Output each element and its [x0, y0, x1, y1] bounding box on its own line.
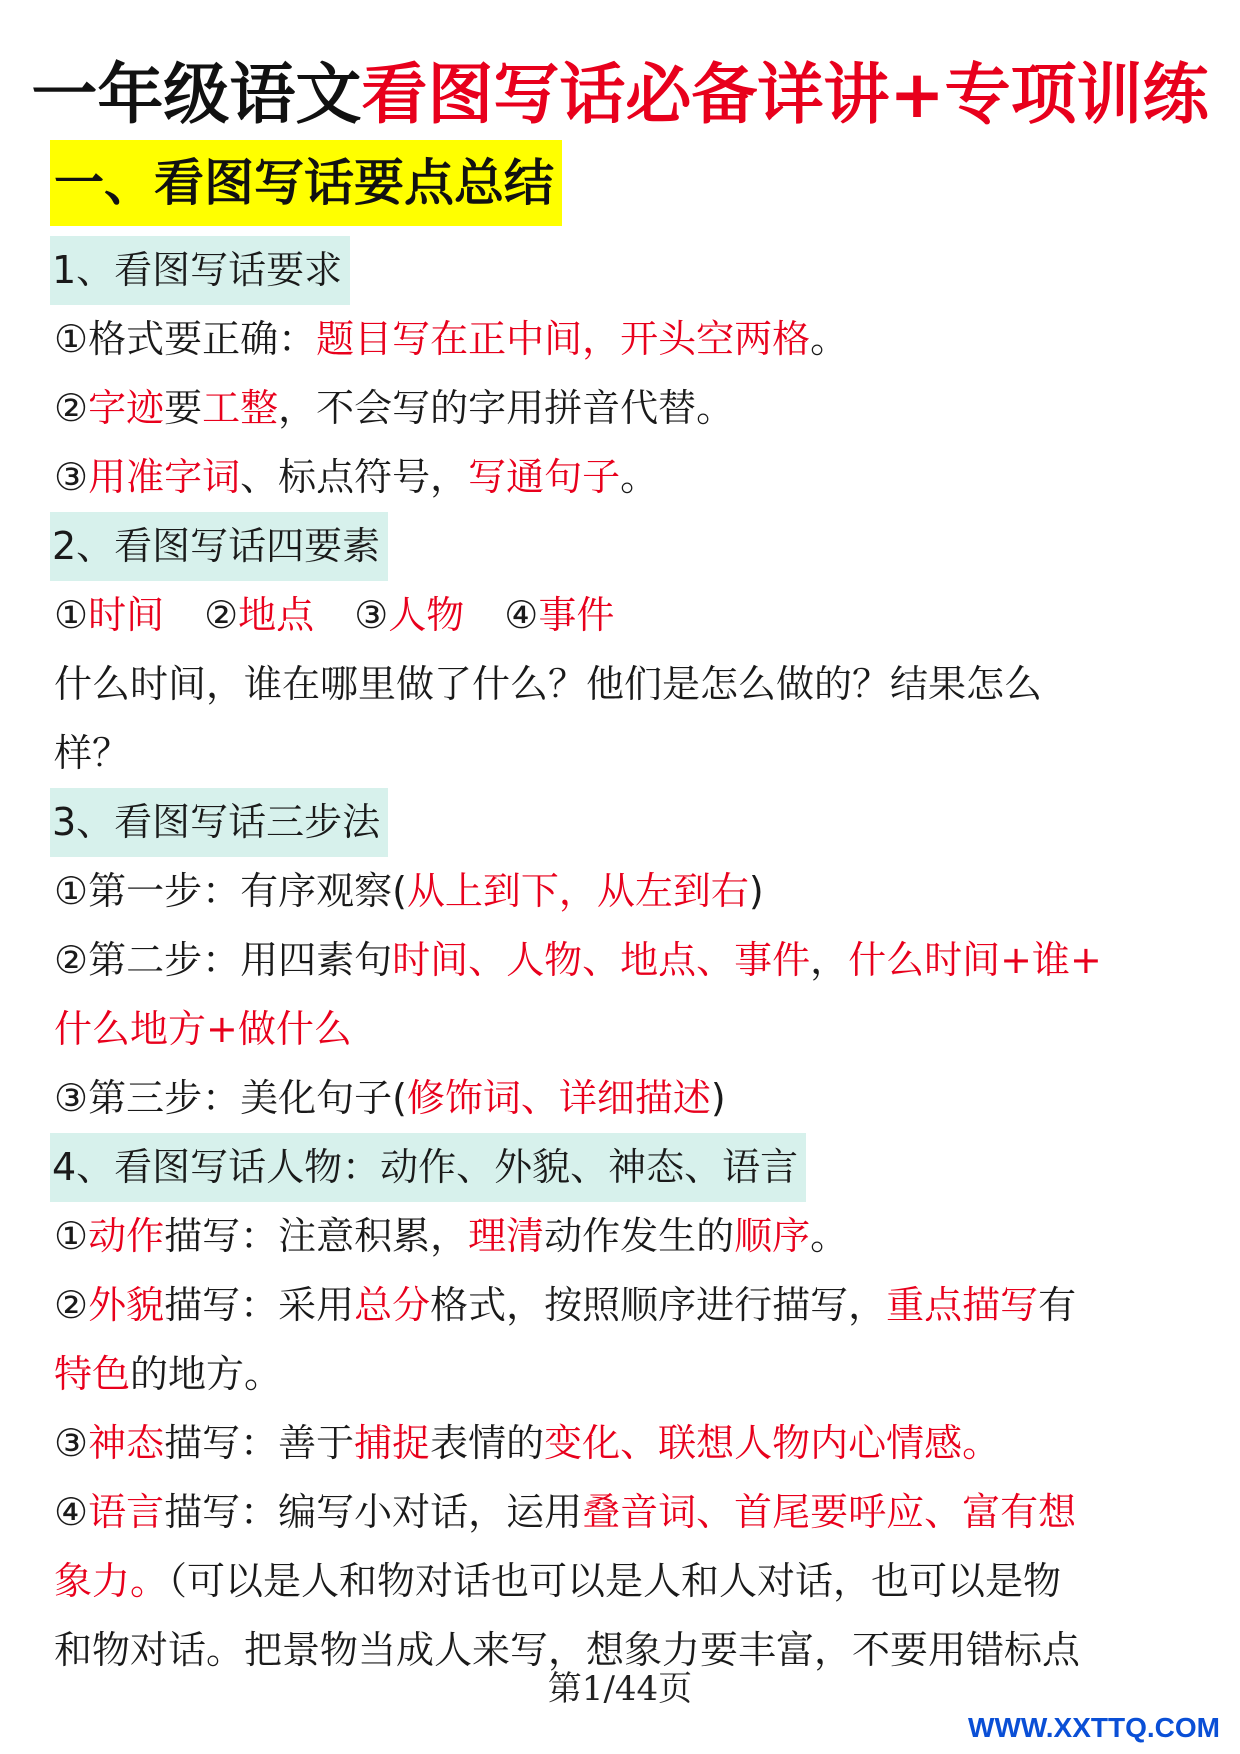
text-segment: ③	[54, 455, 89, 499]
element-number: ③	[354, 593, 389, 637]
description-line-3	[54, 1409, 1194, 1478]
element-person: 人物	[388, 593, 465, 637]
text-segment: ④	[54, 1490, 89, 1534]
requirement-line-3	[54, 443, 1194, 512]
highlight-segment: 捕捉	[354, 1421, 431, 1465]
highlight-segment: 象力。	[54, 1559, 169, 1603]
document-title	[0, 50, 1240, 140]
content-body	[54, 236, 1194, 1685]
highlight-segment: 变化、联想人物内心情感。	[544, 1421, 1001, 1465]
highlight-segment: 什么时间+谁+	[848, 938, 1102, 982]
highlight-segment: 写通句子	[468, 455, 621, 499]
question-line-1: 什么时间，谁在哪里做了什么？他们是怎么做的？结果怎么	[54, 662, 1043, 706]
highlight-segment: 外貌	[88, 1283, 165, 1327]
text-segment: ①第一步：有序观察(	[54, 869, 407, 913]
page-number: 第1/44页	[547, 1669, 693, 1709]
highlight-segment: 重点描写	[886, 1283, 1039, 1327]
description-line-1	[54, 1202, 1194, 1271]
subsection-heading-3: 3、看图写话三步法	[50, 788, 388, 857]
highlight-segment: 时间、人物、地点、事件	[392, 938, 811, 982]
text-segment: 。	[810, 317, 849, 361]
question-line-2: 样？	[54, 731, 131, 775]
highlight-segment: 理清	[468, 1214, 545, 1258]
watermark-url: WWW.XXTTQ.COM	[968, 1712, 1220, 1743]
highlight-segment: 总分	[354, 1283, 431, 1327]
element-time: 时间	[88, 593, 165, 637]
subsection-1-row	[54, 236, 1194, 305]
subsection-heading-1: 1、看图写话要求	[50, 236, 350, 305]
text-segment: 。	[810, 1214, 849, 1258]
text-segment: 的地方。	[130, 1352, 283, 1396]
text-segment: ②第二步：用四素句	[54, 938, 393, 982]
highlight-segment: 修饰词、详细描述	[406, 1076, 711, 1120]
text-segment: )	[710, 1076, 726, 1120]
element-number: ④	[504, 593, 539, 637]
description-line-4-cont2: 和物对话。把景物当成人来写，想象力要丰富，不要用错标点	[54, 1628, 1081, 1672]
highlight-segment: 语言	[88, 1490, 165, 1534]
text-segment: ③	[54, 1421, 89, 1465]
requirement-line-1	[54, 305, 1194, 374]
requirement-line-2	[54, 374, 1194, 443]
step-line-2	[54, 926, 1194, 995]
description-line-4-cont	[54, 1547, 1194, 1616]
description-line-2	[54, 1271, 1194, 1340]
step-line-3	[54, 1064, 1194, 1133]
description-line-2-cont	[54, 1340, 1194, 1409]
text-segment: 。	[620, 455, 659, 499]
element-event: 事件	[538, 593, 615, 637]
title-part-red: 看图写话必备详讲+专项训练	[361, 56, 1209, 133]
text-segment: 描写：采用	[164, 1283, 355, 1327]
text-segment: )	[748, 869, 764, 913]
subsection-heading-4: 4、看图写话人物：动作、外貌、神态、语言	[50, 1133, 806, 1202]
text-segment: ③第三步：美化句子(	[54, 1076, 407, 1120]
subsection-2-row	[54, 512, 1194, 581]
subsection-heading-2: 2、看图写话四要素	[50, 512, 388, 581]
element-place: 地点	[238, 593, 315, 637]
element-number: ②	[204, 593, 239, 637]
highlight-segment: 从上到下，从左到右	[406, 869, 749, 913]
highlight-segment: 题目写在正中间，开头空两格	[316, 317, 811, 361]
text-segment: ②	[54, 386, 89, 430]
element-number: ①	[54, 593, 89, 637]
highlight-segment: 神态	[88, 1421, 165, 1465]
description-line-4	[54, 1478, 1194, 1547]
text-segment: ②	[54, 1283, 89, 1327]
highlight-segment: 特色	[54, 1352, 131, 1396]
subsection-4-row	[54, 1133, 1194, 1202]
text-segment: ，	[810, 938, 849, 982]
text-segment: 动作发生的	[544, 1214, 735, 1258]
subsection-3-row	[54, 788, 1194, 857]
highlight-segment: 工整	[202, 386, 279, 430]
highlight-segment: 顺序	[734, 1214, 811, 1258]
text-segment: 描写：注意积累，	[164, 1214, 469, 1258]
text-segment: 描写：编写小对话，运用	[164, 1490, 583, 1534]
text-segment: 表情的	[430, 1421, 545, 1465]
text-segment: （可以是人和物对话也可以是人和人对话，也可以是物	[168, 1559, 1062, 1603]
four-elements-line	[54, 581, 1194, 650]
title-part-black: 一年级语文	[31, 56, 362, 133]
text-segment: 、标点符号，	[240, 455, 469, 499]
text-segment: ①格式要正确：	[54, 317, 317, 361]
text-segment: ①	[54, 1214, 89, 1258]
text-segment: ，不会写的字用拼音代替。	[278, 386, 735, 430]
step-line-2-cont: 什么地方+做什么	[54, 1007, 352, 1051]
highlight-segment: 动作	[88, 1214, 165, 1258]
highlight-segment: 叠音词、首尾要呼应、富有想	[582, 1490, 1077, 1534]
highlight-segment: 字迹	[88, 386, 165, 430]
step-line-1	[54, 857, 1194, 926]
text-segment: 有	[1038, 1283, 1077, 1327]
text-segment: 要	[164, 386, 203, 430]
section-heading: 一、看图写话要点总结	[50, 140, 562, 226]
highlight-segment: 用准字词	[88, 455, 241, 499]
text-segment: 格式，按照顺序进行描写，	[430, 1283, 887, 1327]
text-segment: 描写：善于	[164, 1421, 355, 1465]
